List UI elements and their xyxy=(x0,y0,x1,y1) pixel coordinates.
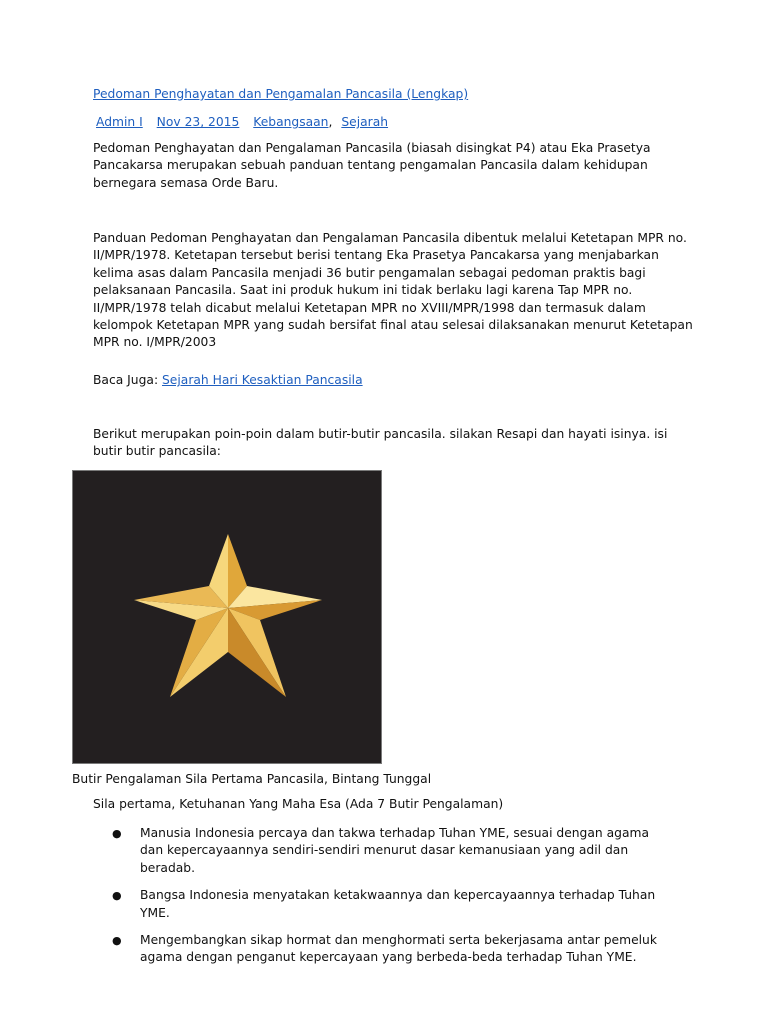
butir-list xyxy=(112,825,672,977)
bullet-icon: ● xyxy=(112,889,122,903)
category-link-sejarah[interactable]: Sejarah xyxy=(341,115,389,129)
category-link-kebangsaan[interactable]: Kebangsaan xyxy=(253,115,329,129)
points-intro-paragraph: Berikut merupakan poin-poin dalam butir-butir pancasila. silakan Resapi dan hayati isinya. isi butir butir pancasila: xyxy=(93,427,668,459)
author-link[interactable]: Admin I xyxy=(96,115,143,129)
list-item xyxy=(112,887,672,922)
bullet-icon: ● xyxy=(112,827,122,840)
bullet-icon: ● xyxy=(112,934,122,948)
star-figure xyxy=(72,470,382,764)
list-item xyxy=(112,932,672,967)
read-also-link[interactable]: Sejarah Hari Kesaktian Pancasila xyxy=(162,373,363,387)
category-separator: , xyxy=(328,115,333,129)
list-item xyxy=(112,825,672,877)
article-title-link[interactable]: Pedoman Penghayatan dan Pengamalan Pancasila (Lengkap) xyxy=(93,87,469,101)
intro-paragraph: Pedoman Penghayatan dan Pengalaman Pancasila (biasah disingkat P4) atau Eka Prasetya Pancakarsa merupakan sebuah panduan tentang pengamalan Pancasila dalam kehidupan bernegara semasa Orde Baru. xyxy=(93,141,651,190)
sila-heading: Sila pertama, Ketuhanan Yang Maha Esa (Ada 7 Butir Pengalaman) xyxy=(93,797,504,811)
figure-caption: Butir Pengalaman Sila Pertama Pancasila, Bintang Tunggal xyxy=(72,772,432,786)
date-link[interactable]: Nov 23, 2015 xyxy=(156,115,240,129)
read-also-line xyxy=(93,372,693,389)
list-item-text: Bangsa Indonesia menyatakan ketakwaannya dan kepercayaannya terhadap Tuhan YME. xyxy=(140,888,656,920)
list-item-text: Mengembangkan sikap hormat dan menghormati serta bekerjasama antar pemeluk agama dengan penganut kepercayaan yang berbeda-beda terhadap Tuhan YME. xyxy=(140,933,657,965)
list-item-text: Manusia Indonesia percaya dan takwa terhadap Tuhan YME, sesuai dengan agama dan kepercayaannya sendiri-sendiri menurut dasar kemanusiaan yang adil dan beradab. xyxy=(140,826,649,875)
article-meta xyxy=(96,115,388,129)
read-also-label: Baca Juga: xyxy=(93,373,162,387)
gold-star-icon xyxy=(73,471,381,763)
history-paragraph: Panduan Pedoman Penghayatan dan Pengalaman Pancasila dibentuk melalui Ketetapan MPR no. II/MPR/1978. Ketetapan tersebut berisi tentang Eka Prasetya Pancakarsa yang menjabarkan kelima asas dalam Pancasila menjadi 36 butir pengamalan sebagai pedoman praktis bagi pelaksanaan Pancasila. Saat ini produk hukum ini tidak berlaku lagi karena Tap MPR no. II/MPR/1978 telah dicabut melalui Ketetapan MPR no XVIII/MPR/1998 dan termasuk dalam kelompok Ketetapan MPR yang sudah bersifat final atau selesai dilaksanakan menurut Ketetapan MPR no. I/MPR/2003 xyxy=(93,231,693,350)
